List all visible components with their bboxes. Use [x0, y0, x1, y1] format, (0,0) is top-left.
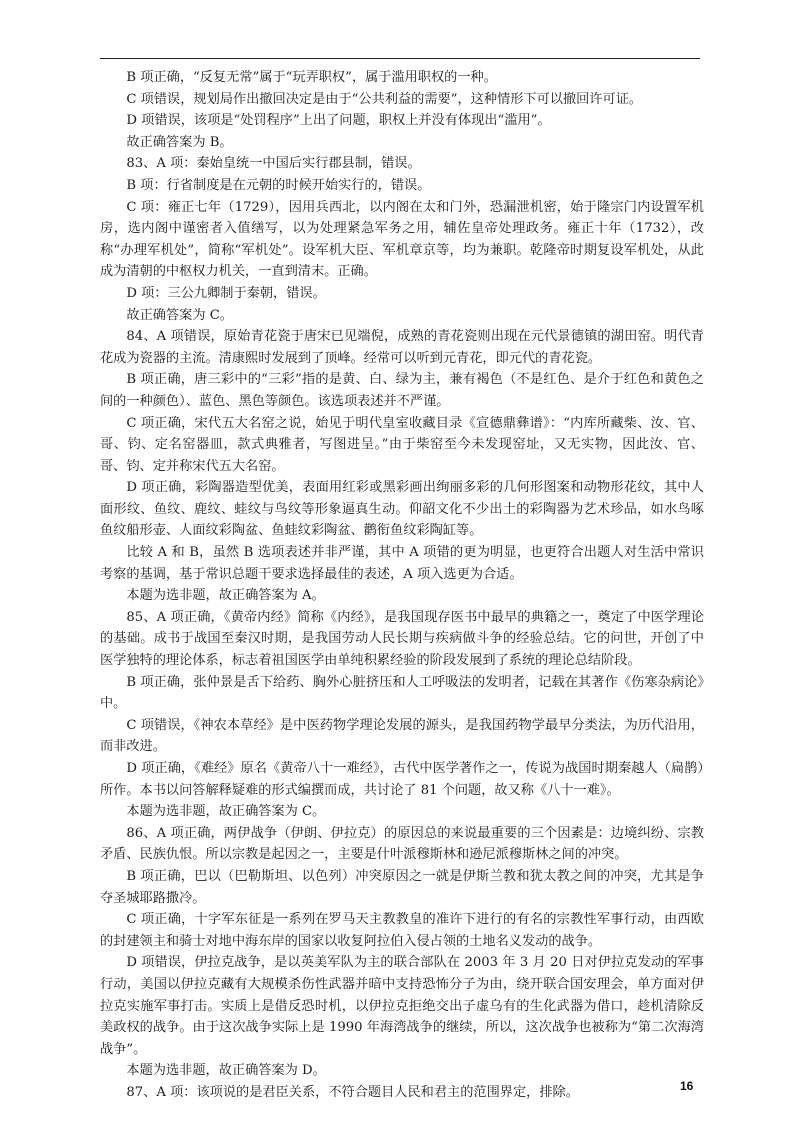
paragraph: D 项：三公九卿制于秦朝，错误。 [126, 285, 326, 301]
paragraph: B 项正确，巴以（巴勒斯坦、以色列）冲突原因之一就是伊斯兰教和犹太教之间的冲突，尤其是争夺圣城耶路撒冷。 [100, 868, 704, 906]
paragraph: B 项正确，张仲景是舌下给药、胸外心脏挤压和人工呼吸法的发明者，记载在其著作《伤寒杂病论》中。 [100, 674, 704, 712]
paragraph: 比较 A 和 B，虽然 B 选项表述并非严谨，其中 A 项错的更为明显，也更符合出题人对生活中常识考察的基调，基于常识总题干要求选择最佳的表述，A 项入选更为合适。 [100, 545, 704, 582]
paragraph: D 项错误，伊拉克战争，是以英美军队为主的联合部队在 2003 年 3 月 20 日对伊拉克发动的军事行动，美国以伊拉克藏有大规模杀伤性武器并暗中支持恐怖分子为由，绕开联合国安理会，单方面对伊拉克实施军事打击。实质上是借反恐时机，以伊拉克拒绝交出子虚乌有的生化武器为借口，趁机清除反美政权的战争。由于这次战争实际上是 1990 年海湾战争的继续，所以，这次战争也被称为“第二次海湾战争”。 [100, 955, 704, 1057]
paragraph: 83、A 项：秦始皇统一中国后实行郡县制，错误。 [126, 156, 421, 172]
paragraph: C 项正确，宋代五大名窑之说，始见于明代皇室收藏目录《宣德鼎彝谱》：“内库所藏柴、汝、官、哥、钧、定名窑器皿，款式典雅者，写图进呈。”由于柴窑至今未发现窑址，又无实物，因此汝、官、哥、钧、定并称宋代五大名窑。 [100, 415, 704, 474]
paragraph: 本题为选非题，故正确答案为 C。 [126, 804, 326, 820]
paragraph: C 项错误，《神农本草经》是中医药物学理论发展的源头，是我国药物学最早分类法，为历代沿用，而非改进。 [100, 717, 704, 755]
paragraph: 87、A 项：该项说的是君臣关系，不符合题目人民和君主的范围界定，排除。 [126, 1084, 579, 1100]
paragraph: C 项：雍正七年（1729），因用兵西北，以内阁在太和门外，恐漏泄机密，始于隆宗门内设置军机房，选内阁中谨密者入值缮写，以为处理紧急军务之用，辅佐皇帝处理政务。雍正十年（1732），改称“办理军机处”，简称“军机处”。设军机大臣、军机章京等，均为兼职。乾隆帝时期复设军机处，从此成为清朝的中枢权力机关，一直到清末。正确。 [100, 199, 704, 280]
paragraph: 84、A 项错误，原始青花瓷于唐宋已见端倪，成熟的青花瓷则出现在元代景德镇的湖田窑。明代青花成为瓷器的主流。清康熙时发展到了顶峰。经常可以听到元青花，即元代的青花瓷。 [100, 329, 704, 366]
paragraph: 85、A 项正确，《黄帝内经》简称《内经》，是我国现存医书中最早的典籍之一，奠定了中医学理论的基础。成书于战国至秦汉时期，是我国劳动人民长期与疾病做斗争的经验总结。它的问世，开创了中医学独特的理论体系，标志着祖国医学由单纯积累经验的阶段发展到了系统的理论总结阶段。 [100, 609, 704, 669]
paragraph: B 项正确，“反复无常”属于“玩弄职权”，属于滥用职权的一种。 [126, 70, 497, 85]
paragraph: 故正确答案为 C。 [126, 307, 233, 323]
paragraph: D 项正确，《难经》原名《黄帝八十一难经》，古代中医学著作之一，传说为战国时期秦越人（扁鹊）所作。本书以问答解释疑难的形式编撰而成，共讨论了 81 个问题，故又称《八十一难》。 [100, 761, 704, 798]
header-rule [100, 58, 700, 59]
body-text [100, 67, 704, 1104]
paragraph: 本题为选非题，故正确答案为 A。 [126, 588, 325, 604]
paragraph: C 项错误，规划局作出撤回决定是由于“公共利益的需要”，这种情形下可以撤回许可证。 [126, 91, 643, 107]
paragraph: B 项：行省制度是在元朝的时候开始实行的，错误。 [126, 177, 431, 193]
paragraph: B 项正确，唐三彩中的“三彩”指的是黄、白、绿为主，兼有褐色（不是红色、是介于红色和黄色之间的一种颜色）、蓝色、黑色等颜色。该选项表述并不严谨。 [100, 372, 704, 409]
paragraph: 故正确答案为 B。 [126, 134, 233, 150]
page-number: 16 [680, 1079, 694, 1093]
paragraph: D 项错误，该项是“处罚程序”上出了问题，职权上并没有体现出“滥用”。 [126, 113, 551, 129]
paragraph: D 项正确，彩陶器造型优美，表面用红彩或黑彩画出绚丽多彩的几何形图案和动物形花纹，其中人面形纹、鱼纹、鹿纹、蛙纹与鸟纹等形象逼真生动。仰韶文化不少出土的彩陶器为艺术珍品，如水鸟啄鱼纹船形壶、人面纹彩陶盆、鱼蛙纹彩陶盆、鹳衔鱼纹彩陶缸等。 [100, 480, 704, 539]
paragraph: 86、A 项正确，两伊战争（伊朗、伊拉克）的原因总的来说最重要的三个因素是：边境纠纷、宗教矛盾、民族仇恨。所以宗教是起因之一，主要是什叶派穆斯林和逊尼派穆斯林之间的冲突。 [100, 825, 704, 863]
paragraph: C 项正确，十字军东征是一系列在罗马天主教教皇的准许下进行的有名的宗教性军事行动，由西欧的封建领主和骑士对地中海东岸的国家以收复阿拉伯入侵占领的土地名义发动的战争。 [100, 912, 704, 949]
paragraph: 本题为选非题，故正确答案为 D。 [126, 1063, 326, 1079]
